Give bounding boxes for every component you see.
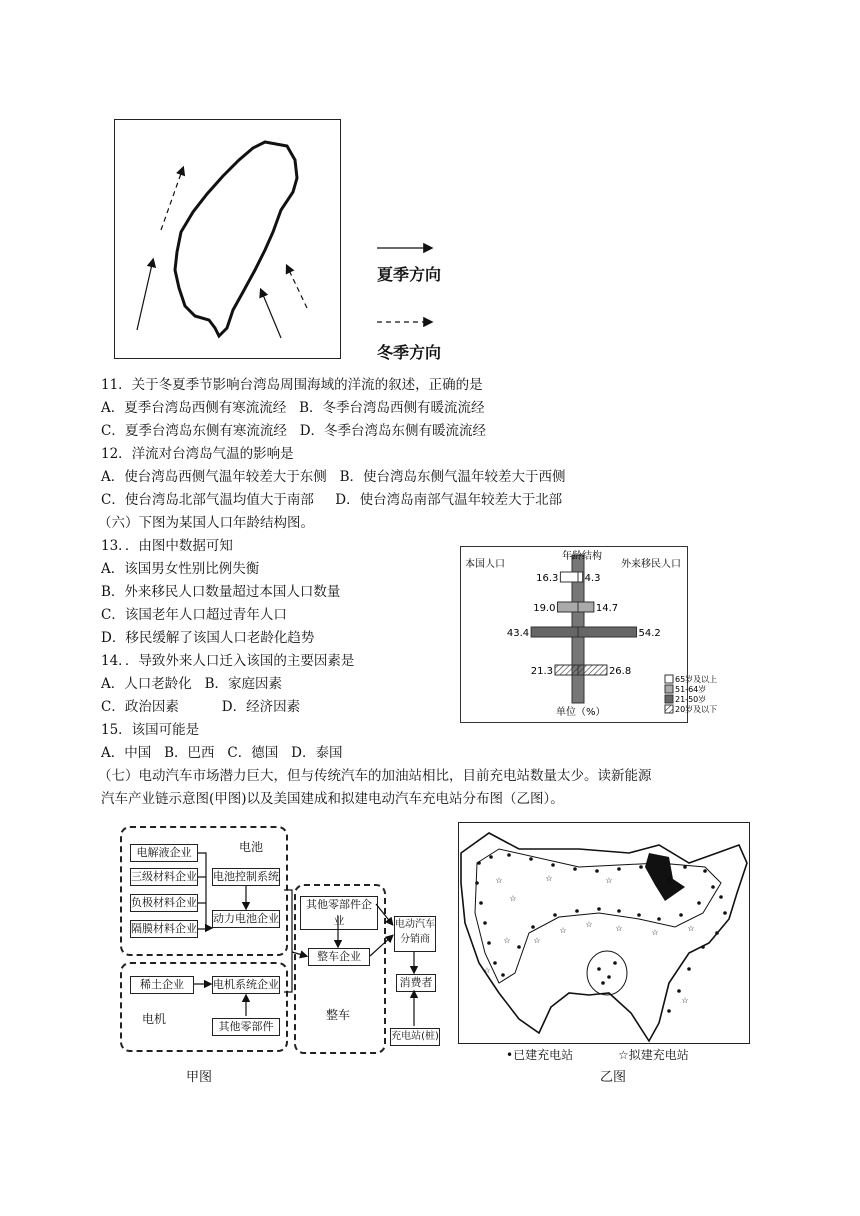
built-station-marker — [597, 967, 601, 971]
built-station-marker — [483, 921, 487, 925]
value-label-left-1: 19.0 — [533, 603, 556, 614]
q13-option-b: B．外来移民人口数量超过本国人口数量 — [101, 584, 341, 600]
industry-chain-diagram — [118, 824, 438, 1054]
us-map-legend-built: •已建充电站 — [506, 1048, 574, 1062]
right-series-label: 外来移民人口 — [621, 559, 681, 570]
built-station-marker — [517, 945, 521, 949]
planned-station-marker: ☆ — [651, 928, 659, 937]
built-station-marker — [617, 909, 621, 913]
question-11: 11．关于冬夏季节影响台湾岛周围海域的洋流的叙述，正确的是 — [101, 377, 483, 393]
planned-station-marker: ☆ — [615, 924, 623, 933]
legend-swatch-3 — [665, 705, 673, 713]
legend-label-2: 21-50岁 — [675, 695, 707, 704]
built-station-marker — [501, 973, 505, 977]
planned-station-marker: ☆ — [605, 876, 613, 885]
built-station-marker — [723, 911, 727, 915]
winter-legend-label: 冬季方向 — [377, 343, 442, 362]
bar-left-2 — [531, 627, 578, 637]
vehicle-enterprise: 整车企业 — [308, 948, 370, 966]
taiwan-map-figure — [114, 119, 341, 359]
rare-earth-enterprise: 稀土企业 — [130, 976, 194, 994]
built-station-marker — [531, 925, 535, 929]
planned-station-marker: ☆ — [545, 874, 553, 883]
bar-right-2 — [578, 627, 637, 637]
legend-swatch-1 — [665, 685, 673, 693]
motor-group-title: 电机 — [142, 1012, 167, 1026]
bar-right-1 — [578, 602, 594, 612]
anode-material-enterprise: 负极材料企业 — [130, 894, 198, 912]
other-parts: 其他零部件 — [212, 1018, 280, 1036]
built-station-marker — [595, 869, 599, 873]
section-6-heading: （六）下图为某国人口年龄结构图。 — [98, 515, 314, 531]
planned-station-marker: ☆ — [495, 876, 503, 885]
built-station-marker — [711, 885, 715, 889]
summer-current-east-arrow — [261, 290, 281, 338]
chart-title: 年龄结构 — [562, 551, 602, 562]
figure-jia-caption: 甲图 — [186, 1070, 213, 1085]
built-station-marker — [677, 989, 681, 993]
built-station-marker — [575, 909, 579, 913]
q14-options-cd: C．政治因素 D．经济因素 — [101, 699, 301, 715]
built-station-marker — [683, 865, 687, 869]
bar-left-0 — [560, 572, 578, 582]
taiwan-map-svg — [115, 120, 340, 358]
built-station-marker — [719, 895, 723, 899]
planned-station-marker: ☆ — [509, 894, 517, 903]
built-station-marker — [475, 881, 479, 885]
built-station-marker — [493, 961, 497, 965]
q11-options-ab: A．夏季台湾岛西侧有寒流流经 B．冬季台湾岛西侧有暖流流经 — [101, 400, 485, 416]
charging-station: 充电站(桩) — [390, 1028, 440, 1046]
value-label-left-0: 16.3 — [536, 573, 559, 584]
q15-options: A．中国 B．巴西 C．德国 D．泰国 — [101, 745, 343, 761]
value-label-right-1: 14.7 — [595, 603, 619, 614]
planned-station-marker: ☆ — [483, 966, 491, 975]
legend-label-1: 51-64岁 — [675, 685, 707, 694]
planned-station-marker: ☆ — [585, 920, 593, 929]
planned-station-marker: ☆ — [559, 926, 567, 935]
planned-station-marker: ☆ — [533, 936, 541, 945]
built-station-marker — [679, 913, 683, 917]
q13-option-d: D．移民缓解了该国人口老龄化趋势 — [101, 630, 315, 646]
built-station-marker — [597, 907, 601, 911]
built-station-marker — [657, 917, 661, 921]
motor-system-enterprise: 电机系统企业 — [212, 976, 280, 994]
electrolyte-enterprise: 电解液企业 — [130, 844, 198, 862]
q12-options-ab: A．使台湾岛西侧气温年较差大于东侧 B．使台湾岛东侧气温年较差大于西侧 — [101, 469, 566, 485]
vehicle-group-title: 整车 — [326, 1008, 351, 1022]
planned-station-marker: ☆ — [687, 924, 695, 933]
built-station-marker — [607, 975, 611, 979]
built-station-marker — [701, 945, 705, 949]
charging-stations-layer — [459, 823, 749, 1043]
planned-station-marker: ☆ — [503, 936, 511, 945]
winter-current-east-arrow — [287, 266, 307, 308]
built-station-marker — [703, 869, 707, 873]
summer-legend-label: 夏季方向 — [377, 265, 442, 284]
unit-label: 单位（%） — [556, 707, 606, 718]
value-label-right-2: 54.2 — [638, 628, 661, 639]
bar-right-3 — [578, 665, 607, 675]
question-13: 13．．由图中数据可知 — [101, 538, 233, 554]
built-station-marker — [639, 865, 643, 869]
built-station-marker — [637, 913, 641, 917]
ev-dealer: 电动汽车分销商 — [394, 916, 436, 952]
built-station-marker — [697, 901, 701, 905]
legend-swatch-2 — [665, 695, 673, 703]
consumer: 消费者 — [396, 974, 436, 992]
legend-label-0: 65岁及以上 — [675, 675, 718, 684]
value-label-right-0: 4.3 — [584, 573, 601, 584]
value-label-left-3: 21.3 — [530, 666, 553, 677]
built-station-marker — [553, 913, 557, 917]
question-12: 12．洋流对台湾岛气温的影响是 — [101, 446, 294, 462]
winter-current-west-arrow — [161, 168, 183, 230]
left-series-label: 本国人口 — [465, 559, 505, 570]
q11-options-cd: C．夏季台湾岛东侧有寒流流经 D．冬季台湾岛东侧有暖流流经 — [101, 423, 487, 439]
power-battery-enterprise: 动力电池企业 — [212, 910, 280, 928]
built-station-marker — [617, 867, 621, 871]
other-parts-enterprise: 其他零部件企业 — [300, 896, 378, 930]
built-station-marker — [601, 981, 605, 985]
section-7-line-2: 汽车产业链示意图(甲图)以及美国建成和拟建电动汽车充电站分布图（乙图）。 — [101, 791, 564, 807]
us-map-legend-planned: ☆拟建充电站 — [618, 1048, 689, 1062]
built-station-marker — [507, 853, 511, 857]
bar-left-3 — [555, 665, 578, 675]
value-label-left-2: 43.4 — [506, 628, 530, 639]
built-station-marker — [489, 855, 493, 859]
bar-left-1 — [557, 602, 578, 612]
built-station-marker — [573, 867, 577, 871]
built-station-marker — [477, 861, 481, 865]
separator-material-enterprise: 隔膜材料企业 — [130, 920, 198, 938]
bar-right-0 — [578, 572, 583, 582]
industry-chain-arrows — [118, 824, 438, 1054]
question-15: 15．该国可能是 — [101, 722, 200, 738]
legend-swatch-0 — [665, 675, 673, 683]
population-chart-svg — [461, 547, 718, 722]
planned-station-marker: ☆ — [681, 996, 689, 1005]
figure-yi-caption: 乙图 — [600, 1070, 627, 1085]
population-chart — [460, 546, 718, 723]
value-label-right-3: 26.8 — [608, 666, 632, 677]
built-station-marker — [479, 901, 483, 905]
built-station-marker — [551, 863, 555, 867]
q13-option-c: C．该国老年人口超过青年人口 — [101, 607, 287, 623]
legend-label-3: 20岁及以下 — [675, 705, 718, 714]
built-station-marker — [529, 857, 533, 861]
planned-station-marker: ☆ — [665, 876, 673, 885]
built-station-marker — [487, 941, 491, 945]
section-7-line-1: （七）电动汽车市场潜力巨大，但与传统汽车的加油站相比，目前充电站数量太少。读新能源 — [98, 768, 652, 784]
q13-option-a: A．该国男女性别比例失衡 — [101, 561, 260, 577]
battery-group-title: 电池 — [239, 840, 264, 854]
tertiary-material-enterprise: 三级材料企业 — [130, 868, 198, 886]
question-14: 14．．导致外来人口迁入该国的主要因素是 — [101, 653, 355, 669]
summer-current-west-arrow — [137, 260, 153, 330]
q12-options-cd: C．使台湾岛北部气温均值大于南部 D．使台湾岛南部气温年较差大于北部 — [101, 492, 563, 508]
taiwan-island-outline — [175, 142, 297, 336]
battery-control-system: 电池控制系统 — [212, 868, 280, 886]
taiwan-legend-arrows — [375, 242, 442, 332]
built-station-marker — [613, 961, 617, 965]
built-station-marker — [687, 967, 691, 971]
q14-options-ab: A．人口老龄化 B．家庭因素 — [101, 676, 283, 692]
built-station-marker — [667, 1009, 671, 1013]
built-station-marker — [715, 931, 719, 935]
us-charging-map — [458, 822, 750, 1044]
built-station-marker — [661, 865, 665, 869]
